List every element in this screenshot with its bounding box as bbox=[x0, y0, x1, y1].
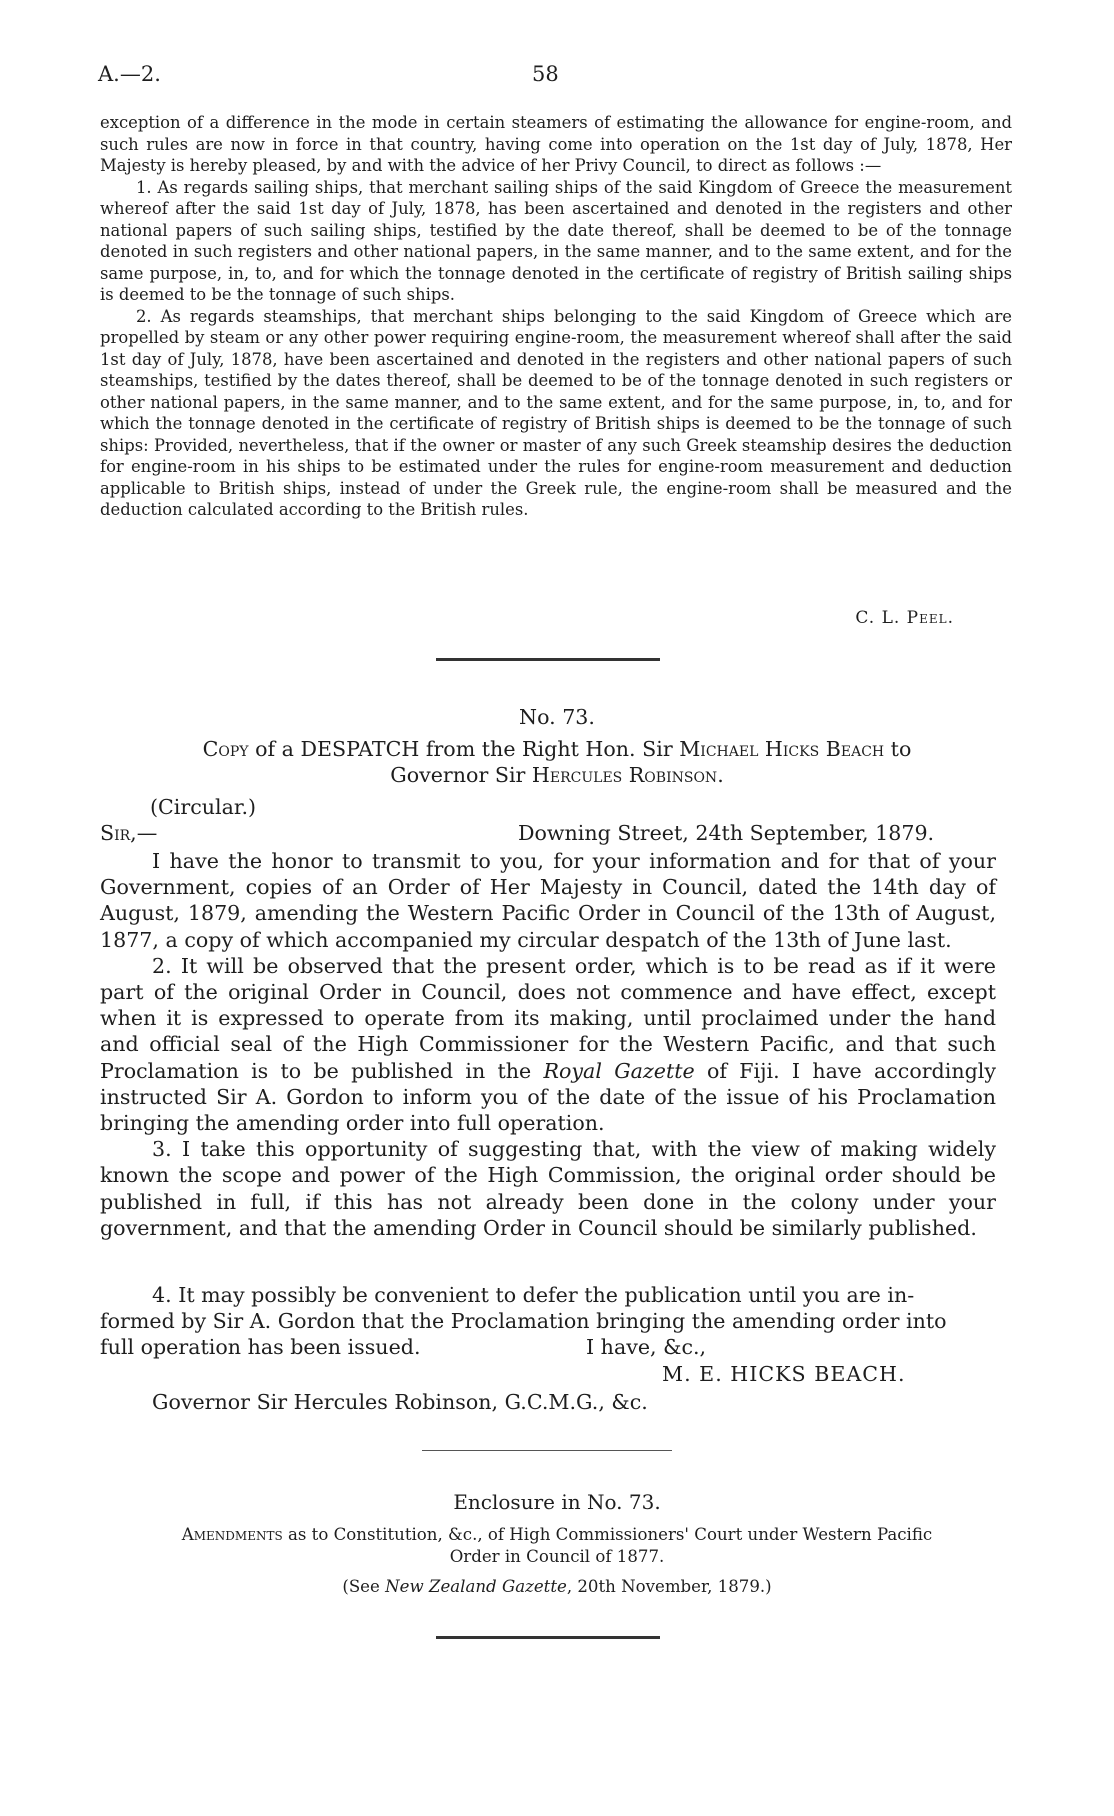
despatch-title-line-1 bbox=[0, 737, 1114, 761]
despatch-paragraph-4-line-1: 4. It may possibly be convenient to defer the publication until you are in- bbox=[152, 1283, 915, 1307]
despatch-signature: M. E. HICKS BEACH. bbox=[662, 1362, 906, 1386]
enclosure-amendments: Amendments bbox=[181, 1525, 283, 1544]
enclosure-line-2: Order in Council of 1877. bbox=[449, 1547, 665, 1566]
despatch-paragraph-4-line-2: formed by Sir A. Gordon that the Proclamation bringing the amending order into bbox=[100, 1309, 947, 1333]
title-period: . bbox=[717, 763, 724, 787]
title-governor: Governor Sir bbox=[390, 763, 532, 787]
despatch-addressee: Governor Sir Hercules Robinson, G.C.M.G., &c. bbox=[152, 1390, 648, 1414]
previous-paragraph-2: 2. As regards steamships, that merchant ships belonging to the said Kingdom of Greece which are propelled by steam or any other power requiring engine-room, the measurement whereof shall after the said 1st day of July, 1878, have been ascertained and denoted in the registers and other national papers of such steamships, testified by the dates thereof, shall be deemed to be of the tonnage denoted in such registers or other national papers, in the same manner, and to the same extent, and for the same purpose, in, to, and for which the tonnage denoted in the certificate of registry of British ships is deemed to be the tonnage of such ships: Provided, nevertheless, that if the owner or master of any such Greek steamship desires the deduction for engine-room in his ships to be estimated under the rules for engine-room measurement and deduction applicable to British ships, instead of under the Greek rule, the engine-room shall be measured and the deduction calculated according to the British rules. bbox=[100, 306, 1012, 519]
enclosure-line-3 bbox=[0, 1576, 1114, 1598]
section-divider bbox=[436, 658, 660, 661]
title-copy: Copy bbox=[202, 737, 249, 761]
previous-text-block bbox=[100, 112, 1012, 521]
previous-signature: C. L. Peel. bbox=[855, 608, 954, 628]
salutation: Sir,— bbox=[100, 821, 158, 845]
enclosure-line-1 bbox=[0, 1524, 1114, 1546]
enclosure-divider bbox=[422, 1450, 672, 1451]
title-recipient: Hercules Robinson bbox=[531, 763, 718, 787]
title-sender: Michael Hicks Beach bbox=[679, 737, 885, 761]
header-reference: A.—2. bbox=[98, 62, 161, 86]
despatch-title-line-2 bbox=[0, 763, 1114, 787]
previous-paragraph-1: 1. As regards sailing ships, that merchant sailing ships of the said Kingdom of Greece the measurement whereof after the said 1st day of July, 1878, has been ascertained and denoted in the registers and other national papers of such sailing ships, testified by the date thereof, shall be deemed to be of the tonnage denoted in such registers and other national papers, in the same manner, and to the same extent, and for the same purpose, in, to, and for which the tonnage denoted in the certificate of registry of British sailing ships is deemed to be the tonnage of such ships. bbox=[100, 177, 1012, 304]
previous-intro: exception of a difference in the mode in certain steamers of estimating the allowance for engine-room, and such rules are now in force in that country, having come into operation on the 1st day of July, 1878, Her Majesty is hereby pleased, by and with the advice of her Privy Council, to direct as follows :— bbox=[100, 113, 1012, 175]
despatch-paragraph-3: 3. I take this opportunity of suggesting that, with the view of making widely known the scope and power of the High Commission, the original order should be published in full, if this has not already been done in the colony under your government, and that the amending Order in Council should be similarly published. bbox=[100, 1137, 996, 1240]
end-divider bbox=[436, 1636, 660, 1639]
despatch-paragraph-2 bbox=[100, 953, 996, 1136]
place-date: Downing Street, 24th September, 1879. bbox=[518, 821, 935, 845]
page-number: 58 bbox=[532, 62, 559, 86]
title-middle: of a DESPATCH from the Right Hon. Sir bbox=[248, 737, 680, 761]
enclosure-date: , 20th November, 1879.) bbox=[566, 1577, 772, 1596]
closing-formula: I have, &c., bbox=[586, 1335, 707, 1359]
para2-gazette: Royal Gazette bbox=[543, 1058, 695, 1083]
para2-end: of Fiji. I have accordingly instructed Sir A. Gordon to inform you of the date of the issue of his Proclamation bringing the amending order into full operation. bbox=[100, 1058, 996, 1136]
enclosure-see: (See bbox=[342, 1577, 386, 1596]
enclosure-gazette: New Zealand Gazette bbox=[385, 1577, 567, 1596]
despatch-number: No. 73. bbox=[519, 705, 595, 729]
para2-start: 2. It will be observed that the present order, which is to be read as if it were part of the original Order in Council, does not commence and have effect, except when it is expressed to operate from its making, until proclaimed under the hand and official seal of the High Commissioner for the Western Pacific, and that such Proclamation is to be published in the bbox=[100, 953, 996, 1083]
circular-label: (Circular.) bbox=[150, 795, 257, 819]
despatch-paragraph-4-line-3: full operation has been issued. bbox=[100, 1335, 421, 1359]
enclosure-line-1-rest: as to Constitution, &c., of High Commissioners' Court under Western Pacific bbox=[282, 1525, 933, 1544]
despatch-paragraph-1: I have the honor to transmit to you, for your information and for that of your Government, copies of an Order of Her Majesty in Council, dated the 14th day of August, 1879, amending the Western Pacific Order in Council of the 13th of August, 1877, a copy of which accompanied my circular despatch of the 13th of June last. bbox=[100, 849, 996, 952]
title-to: to bbox=[884, 737, 912, 761]
enclosure-heading: Enclosure in No. 73. bbox=[453, 1490, 661, 1514]
despatch-body bbox=[100, 848, 996, 1241]
